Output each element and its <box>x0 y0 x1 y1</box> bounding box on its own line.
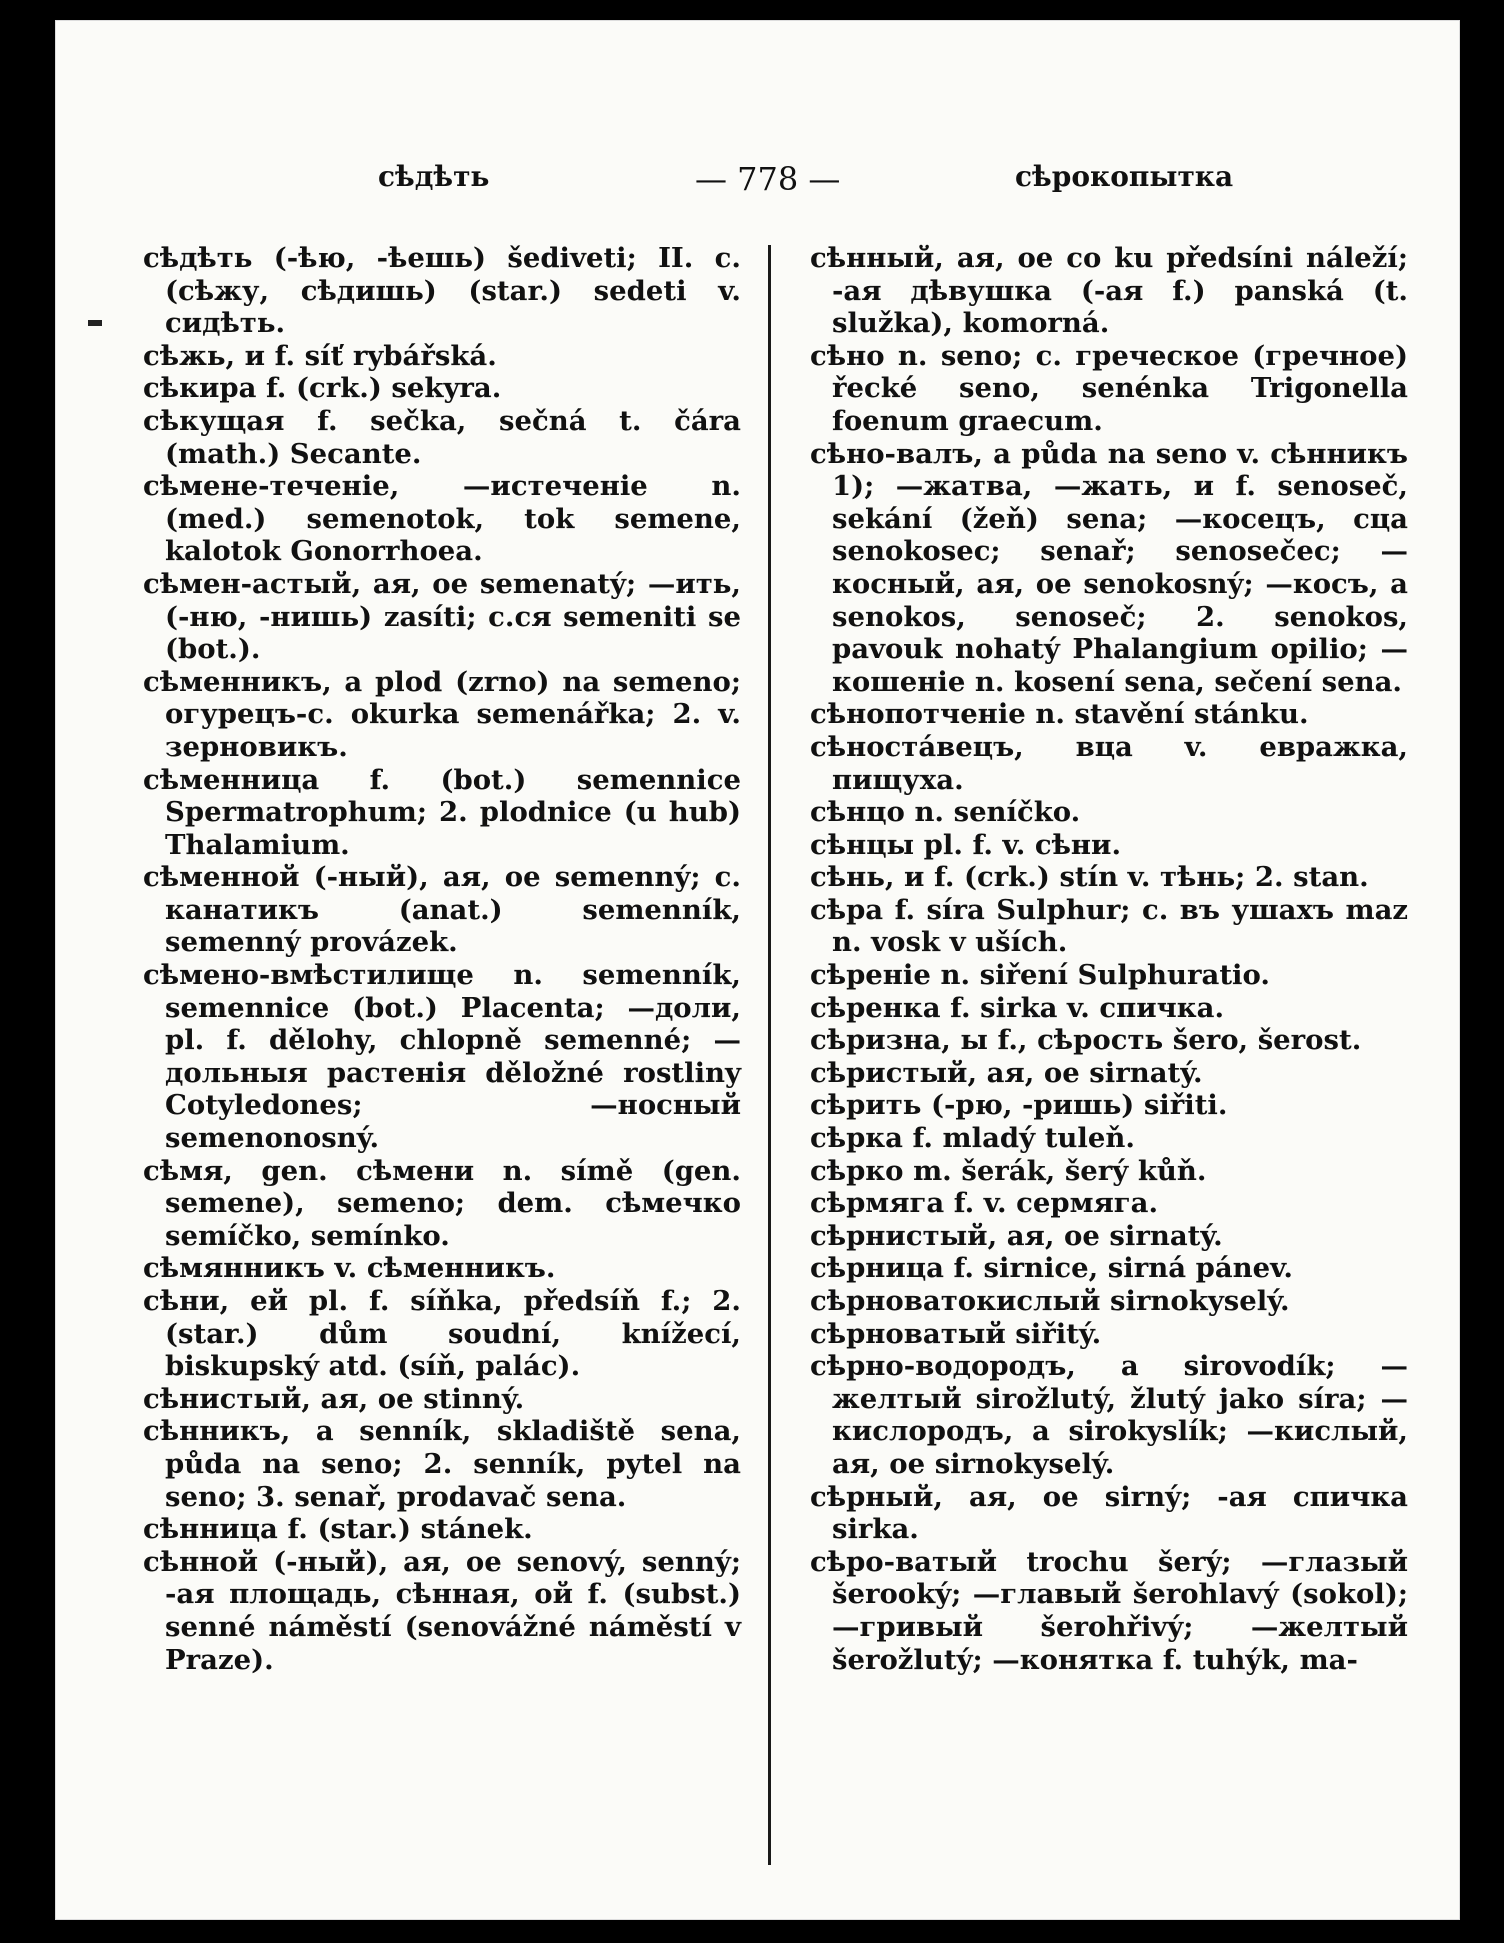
page-number: — 778 — <box>695 160 841 198</box>
dictionary-entry: сѣмен-астый, ая, ое semenatý; —ить, (-ню, -нишь) zasíti; с.ся semeniti se (bot.). <box>143 567 741 666</box>
margin-mark <box>88 320 102 326</box>
dictionary-entry: сѣжь, и f. síť rybářská. <box>143 339 497 372</box>
dictionary-entry: сѣрноватокислый sirnokyselý. <box>810 1285 1290 1317</box>
dictionary-entry: сѣрнистый, ая, ое sirnatý. <box>810 1219 1223 1252</box>
dictionary-entry: сѣностáвецъ, вца v. евражка, пищуха. <box>810 730 1408 796</box>
dictionary-entry: сѣнь, и f. (crk.) stín v. тѣнь; 2. stan. <box>810 861 1369 894</box>
dictionary-entry: сѣнцы pl. f. v. сѣни. <box>810 828 1122 861</box>
dictionary-entry: сѣкира f. (crk.) sekyra. <box>143 372 502 405</box>
dictionary-entry: сѣнистый, ая, ое stinný. <box>143 1382 525 1415</box>
dictionary-entry: сѣмене-теченіе, —истеченіе n. (med.) semenotok, tok semene, kalotok Gonorrhoea. <box>143 470 741 568</box>
dictionary-entry: сѣнной (-ный), ая, ое senový, senný; -ая площадь, сѣнная, ой f. (subst.) senné náměstí (senovážné náměstí v Praze). <box>143 1545 741 1676</box>
dictionary-entry: сѣнный, ая, ое co ku předsíni náleží; -ая дѣвушка (-ая f.) panská (t. služka), komorná. <box>810 242 1408 340</box>
dictionary-entry: сѣрить (-рю, -ришь) siřiti. <box>810 1089 1228 1122</box>
dictionary-entry: сѣмено-вмѣстилище n. semenník, semennice (bot.) Placenta; —доли, pl. f. dělohy, chlopně semenné; —дольныя растенія děložné rostliny Cotyledones; —носный semenonosný. <box>143 959 741 1155</box>
column-divider <box>768 245 771 1865</box>
dictionary-entry: сѣрница f. sirnice, sirná pánev. <box>810 1252 1293 1285</box>
dictionary-entry: сѣнница f. (star.) stánek. <box>143 1513 533 1546</box>
dictionary-entry: сѣрный, ая, ое sirný; -ая спичка sirka. <box>810 1480 1408 1546</box>
dictionary-entry: сѣреніе n. siření Sulphuratio. <box>810 959 1270 992</box>
dictionary-entry: сѣдѣть (-ѣю, -ѣешь) šediveti; II. c. (сѣжу, сѣдишь) (star.) sedeti v. сидѣть. <box>143 242 741 340</box>
header-left-word: сѣдѣть <box>378 160 490 193</box>
dictionary-entry: сѣменница f. (bot.) semennice Spermatrophum; 2. plodnice (u hub) Thalamium. <box>143 763 741 861</box>
dictionary-entry: сѣрмяга f. v. сермяга. <box>810 1187 1159 1220</box>
dictionary-entry: сѣкущая f. sečka, sečná t. čára (math.) Secante. <box>143 404 741 470</box>
dictionary-entry: сѣра f. síra Sulphur; с. въ ушахъ maz n. vosk v uších. <box>810 893 1408 959</box>
left-column <box>143 242 741 1676</box>
dictionary-entry: сѣрко m. šerák, šerý kůň. <box>810 1154 1207 1187</box>
dictionary-entry: сѣро-ватый trochu šerý; —глазый šerooký; —главый šerohlavý (sokol); —гривый šerohřivý; —желтый šerožlutý; —конятка f. tuhýk, ma- <box>810 1545 1408 1676</box>
dictionary-entry: сѣризна, ы f., сѣрость šero, šerost. <box>810 1024 1362 1057</box>
dictionary-entry: сѣмянникъ v. сѣменникъ. <box>143 1252 556 1285</box>
dictionary-entry: сѣменной (-ный), ая, ое semenný; с. канатикъ (anat.) semenník, semenný provázek. <box>143 861 741 959</box>
dictionary-entry: сѣренка f. sirka v. спичка. <box>810 991 1225 1024</box>
dictionary-entry: сѣрно-водородъ, a sirovodík; —желтый sirožlutý, žlutý jako síra; —кислородъ, a sirokyslík; —кислый, ая, ое sirnokyselý. <box>810 1350 1408 1480</box>
dictionary-entry: сѣрноватый siřitý. <box>810 1317 1102 1350</box>
dictionary-entry: сѣристый, ая, ое sirnatý. <box>810 1056 1203 1089</box>
dictionary-page <box>55 20 1460 1920</box>
dictionary-entry: сѣрка f. mladý tuleň. <box>810 1122 1135 1155</box>
dictionary-entry: сѣни, ей pl. f. síňka, předsíň f.; 2. (star.) dům soudní, knížecí, biskupský atd. (síň, palác). <box>143 1285 741 1383</box>
dictionary-entry: сѣменникъ, a plod (zrno) na semeno; огурецъ-с. okurka semenářka; 2. v. зерновикъ. <box>143 665 741 763</box>
dictionary-entry: сѣно-валъ, a půda na seno v. сѣнникъ 1); —жатва, —жать, и f. senoseč, sekání (žeň) sena; —косецъ, сца senokosec; senař; senosečec; —косный, ая, ое senokosný; —косъ, a senokos, senoseč; 2. senokos, pavouk nohatý Phalangium opilio; —кошеніе n. kosení sena, sečení sena. <box>810 437 1408 698</box>
dictionary-entry: сѣмя, gen. сѣмени n. símě (gen. semene), semeno; dem. сѣмечко semíčko, semínko. <box>143 1154 741 1252</box>
dictionary-entry: сѣно n. seno; с. греческое (гречное) řecké seno, senénka Trigonella foenum graecum. <box>810 339 1408 437</box>
dictionary-entry: сѣнцо n. seníčko. <box>810 796 1081 829</box>
header-right-word: сѣрокопытка <box>1015 160 1234 193</box>
dictionary-entry: сѣнопотченіе n. stavění stánku. <box>810 698 1309 731</box>
page-header <box>55 160 1460 200</box>
right-column <box>810 242 1408 1676</box>
dictionary-entry: сѣнникъ, a senník, skladiště sena, půda na seno; 2. senník, pytel na seno; 3. senař, prodavač sena. <box>143 1415 741 1513</box>
